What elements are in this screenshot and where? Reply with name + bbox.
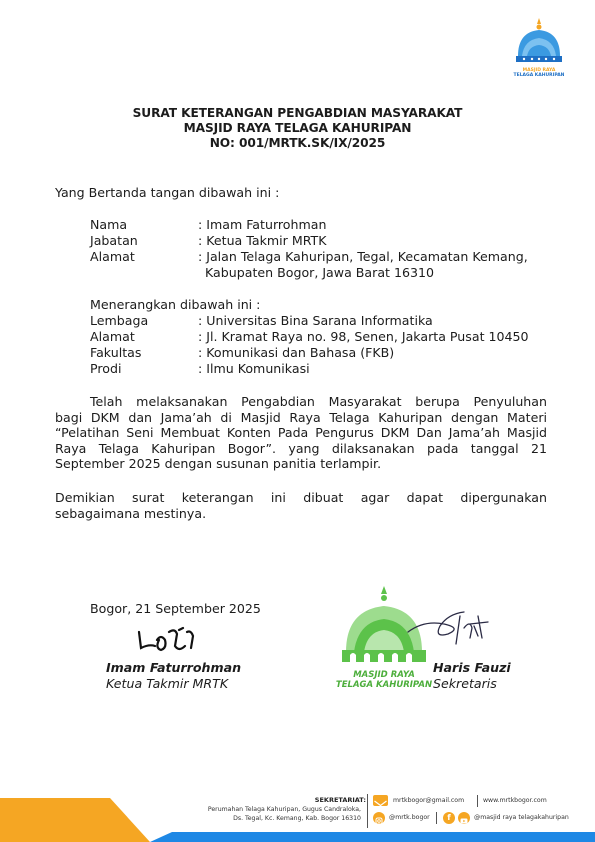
- secretariat-label: SEKRETARIAT:: [314, 796, 366, 804]
- paragraph-line: bagi DKM dan Jama’ah di Masjid Raya Telaga Kahuripan dengan Materi: [55, 409, 547, 425]
- paragraph-line: Telah melaksanakan Pengabdian Masyarakat berupa Penyuluhan: [90, 394, 547, 409]
- field-value: : Universitas Bina Sarana Informatika: [198, 313, 433, 328]
- email-icon: [373, 795, 388, 806]
- field-value: : Ketua Takmir MRTK: [198, 233, 327, 248]
- closing-paragraph: [55, 490, 547, 521]
- footer-social[interactable]: @masjid raya telagakahuripan: [474, 814, 569, 821]
- stamp-text-line2: TELAGA KAHURIPAN: [335, 680, 433, 690]
- field-value: : Jl. Kramat Raya no. 98, Senen, Jakarta Pusat 10450: [198, 329, 529, 344]
- signature-right-icon: [404, 606, 489, 646]
- mosque-logo-icon: [510, 16, 568, 64]
- logo-text-line1: MASJID RAYA: [522, 68, 556, 73]
- title-line-1: SURAT KETERANGAN PENGABDIAN MASYARAKAT: [132, 106, 463, 120]
- left-signer-role: Ketua Takmir MRTK: [106, 676, 229, 691]
- right-signer-name: Haris Fauzi: [433, 660, 511, 675]
- instagram-icon: [373, 812, 385, 824]
- signature-left-icon: [135, 622, 200, 658]
- field-value: Kabupaten Bogor, Jawa Barat 16310: [205, 265, 435, 280]
- right-signer-role: Sekretaris: [433, 676, 497, 691]
- field-label: Jabatan: [90, 233, 138, 248]
- stamp-text-line1: MASJID RAYA: [353, 670, 415, 680]
- facebook-icon: f: [443, 812, 455, 824]
- opening-text: Yang Bertanda tangan dibawah ini :: [55, 185, 280, 200]
- logo-text-line2: TELAGA KAHURIPAN: [513, 73, 565, 78]
- footer-email[interactable]: mrtkbogor@gmail.com: [393, 797, 465, 804]
- subject-row-program: [90, 361, 310, 377]
- field-label: Lembaga: [90, 313, 149, 328]
- field-label: Prodi: [90, 361, 122, 376]
- field-label: Alamat: [90, 249, 135, 264]
- header-logo: [510, 16, 568, 78]
- signer-row-name: [90, 217, 326, 233]
- field-label: Fakultas: [90, 345, 142, 360]
- field-label: Alamat: [90, 329, 135, 344]
- field-value: : Komunikasi dan Bahasa (FKB): [198, 345, 395, 360]
- paragraph-line: Raya Telaga Kahuripan Bogor”. yang dilaksanakan pada tanggal 21: [55, 440, 547, 456]
- footer-divider: [367, 794, 368, 828]
- signer-row-address-cont: [90, 265, 434, 281]
- footer-website[interactable]: www.mrtkbogor.com: [483, 797, 547, 804]
- place-date: Bogor, 21 September 2025: [90, 601, 261, 616]
- field-value: : Ilmu Komunikasi: [198, 361, 310, 376]
- signer-row-address: [90, 249, 528, 265]
- title-line-2: MASJID RAYA TELAGA KAHURIPAN: [183, 121, 412, 135]
- subject-row-address: [90, 329, 529, 345]
- title-line-3: NO: 001/MRTK.SK/IX/2025: [209, 136, 386, 150]
- subject-row-faculty: [90, 345, 394, 361]
- paragraph-line: “Pelatihan Seni Membuat Konten Pada Pengurus DKM Dan Jama’ah Masjid: [55, 425, 547, 440]
- paragraph-line: sebagaimana mestinya.: [55, 505, 207, 521]
- field-value: : Jalan Telaga Kahuripan, Tegal, Kecamatan Kemang,: [198, 249, 528, 264]
- address-line-2: Ds. Tegal, Kc. Kemang, Kab. Bogor 16310: [233, 815, 361, 822]
- footer-divider: [436, 812, 437, 824]
- paragraph-line: Demikian surat keterangan ini dibuat agar dapat dipergunakan: [55, 490, 547, 505]
- address-line-1: Perumahan Telaga Kahuripan, Gugus Candraloka,: [207, 806, 361, 813]
- youtube-icon: [458, 812, 470, 824]
- footer-divider: [477, 795, 478, 807]
- field-label: Nama: [90, 217, 128, 232]
- paragraph-line: September 2025 dengan susunan panitia terlampir.: [55, 456, 382, 471]
- field-value: : Imam Faturrohman: [198, 217, 327, 232]
- subject-row-institution: [90, 313, 433, 329]
- statement-paragraph: [55, 394, 547, 472]
- left-signer-name: Imam Faturrohman: [106, 660, 242, 675]
- explains-text: Menerangkan dibawah ini :: [90, 297, 261, 312]
- signer-row-position: [90, 233, 326, 249]
- footer-instagram[interactable]: @mrtk.bogor: [389, 814, 430, 821]
